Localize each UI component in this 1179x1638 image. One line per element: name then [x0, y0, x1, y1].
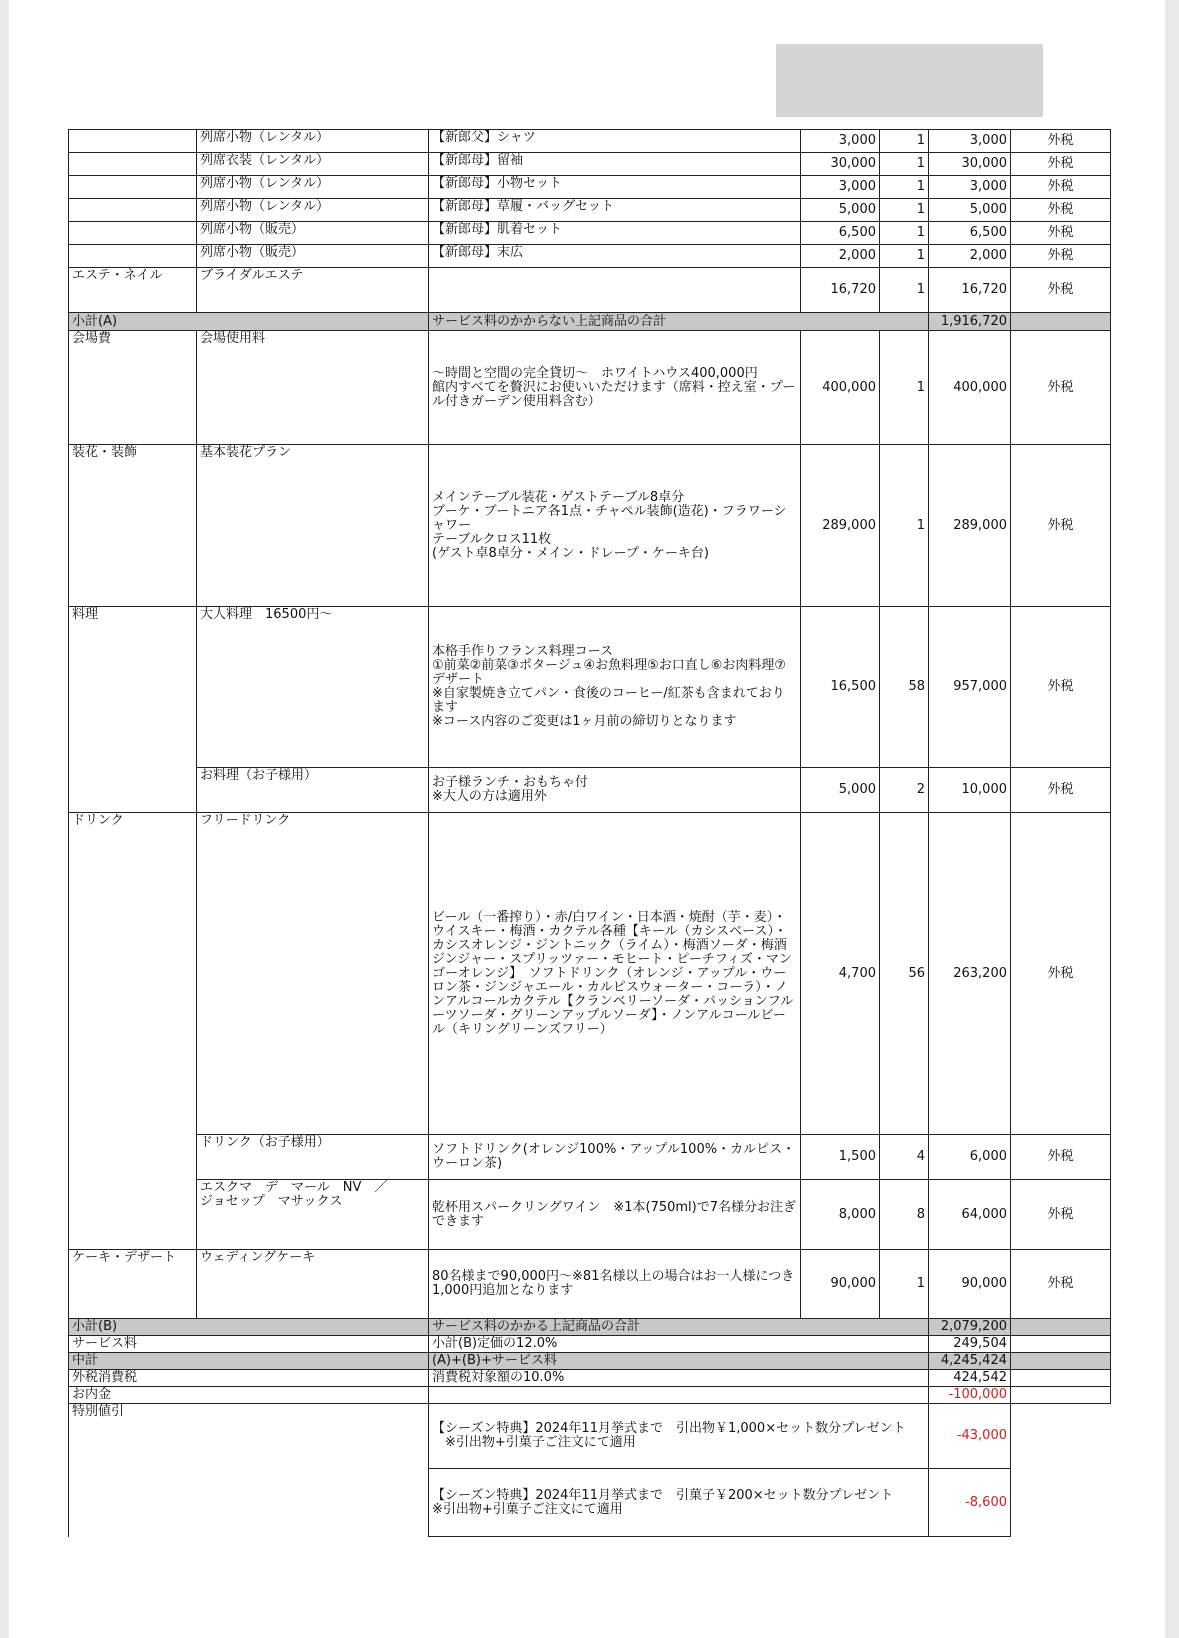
discount-desc: 【シーズン特典】2024年11月挙式まで 引出物￥1,000×セット数分プレゼント ※引出物+引菓子ご注文にて適用 [429, 1404, 929, 1469]
amount: 3,000 [929, 130, 1011, 153]
item-desc: ビール（一番搾り）・赤/白ワイン・日本酒・焼酎（芋・麦）・ウイスキー・梅酒・カクテル各種【キール（カシスベース）・カシスオレンジ・ジントニック（ライム）・梅酒ソーダ・梅酒ジンジャー・スプリッツァー・モヒート・ピーチフィズ・マンゴーオレンジ】 ソフトドリンク（オレンジ・アップル・ウーロン茶・ジンジャエール・カルピスウォーター・コーラ）・ノンアルコールカクテル【クランベリーソーダ・パッションフルーツソーダ・グリーンアップルソーダ】・ノンアルコールビール（キリングリーンズフリー） [429, 813, 801, 1135]
tax-type: 外税 [1011, 130, 1111, 153]
item-name: 大人料理 16500円～ [197, 607, 429, 768]
discount-row [69, 1404, 1111, 1469]
amount: 6,500 [929, 222, 1011, 245]
tax-type: 外税 [1011, 607, 1111, 768]
item-name: フリードリンク [197, 813, 429, 1135]
discount-empty [1011, 1469, 1111, 1537]
unit-price: 2,000 [801, 245, 880, 268]
service-fee-desc: 小計(B)定価の12.0% [429, 1336, 929, 1353]
consumption-tax-row [69, 1370, 1111, 1387]
table-row [69, 245, 1111, 268]
table-row [69, 607, 1111, 768]
item-desc: ～時間と空間の完全貸切～ ホワイトハウス400,000円 館内すべてを贅沢にお使いいただけます（席料・控え室・プール付きガーデン使用料含む） [429, 331, 801, 445]
deposit-amount: -100,000 [929, 1387, 1011, 1404]
table-row [69, 268, 1111, 313]
tax-type: 外税 [1011, 268, 1111, 313]
unit-price: 3,000 [801, 130, 880, 153]
discount-empty [1011, 1404, 1111, 1469]
item-desc: 【新郎母】小物セット [429, 176, 801, 199]
subtotal-b-label: 小計(B) [69, 1319, 429, 1336]
item-name: 列席小物（販売） [197, 222, 429, 245]
unit-price: 16,500 [801, 607, 880, 768]
total-desc: (A)+(B)+サービス料 [429, 1353, 929, 1370]
table-row [69, 153, 1111, 176]
subtotal-b-row [69, 1319, 1111, 1336]
quantity: 4 [880, 1135, 929, 1180]
unit-price: 4,700 [801, 813, 880, 1135]
unit-price: 1,500 [801, 1135, 880, 1180]
category-cell [69, 245, 197, 268]
tax-type: 外税 [1011, 1135, 1111, 1180]
item-desc: ソフトドリンク(オレンジ100%・アップル100%・カルピス・ウーロン茶) [429, 1135, 801, 1180]
item-name: 基本装花プラン [197, 445, 429, 607]
deposit-desc [429, 1387, 929, 1404]
quantity: 1 [880, 130, 929, 153]
item-desc [429, 268, 801, 313]
subtotal-a-tax [1011, 313, 1111, 331]
discount-label: 特別値引 [69, 1404, 429, 1537]
service-fee-amount: 249,504 [929, 1336, 1011, 1353]
table-row [69, 1250, 1111, 1319]
amount: 957,000 [929, 607, 1011, 768]
deposit-label: お内金 [69, 1387, 429, 1404]
discount-amount: -43,000 [929, 1404, 1011, 1469]
subtotal-a-amount: 1,916,720 [929, 313, 1011, 331]
category-cell: ドリンク [69, 813, 197, 1250]
category-cell: エステ・ネイル [69, 268, 197, 313]
subtotal-b-amount: 2,079,200 [929, 1319, 1011, 1336]
item-desc: 【新郎母】留袖 [429, 153, 801, 176]
item-name: ウェディングケーキ [197, 1250, 429, 1319]
unit-price: 289,000 [801, 445, 880, 607]
unit-price: 5,000 [801, 768, 880, 813]
item-name: 列席小物（レンタル） [197, 176, 429, 199]
tax-type: 外税 [1011, 153, 1111, 176]
quantity: 1 [880, 445, 929, 607]
service-fee-tax [1011, 1336, 1111, 1353]
category-cell [69, 130, 197, 153]
item-desc: メインテーブル装花・ゲストテーブル8卓分 ブーケ・ブートニア各1点・チャペル装飾(造花)・フラワーシャワー テーブルクロス11枚 (ゲスト卓8卓分・メイン・ドレープ・ケーキ台) [429, 445, 801, 607]
quantity: 1 [880, 199, 929, 222]
unit-price: 400,000 [801, 331, 880, 445]
item-desc: 本格手作りフランス料理コース ①前菜②前菜③ポタージュ④お魚料理⑤お口直し⑥お肉料理⑦デザート ※自家製焼き立てパン・食後のコーヒー/紅茶も含まれております ※コース内容のご変更は1ヶ月前の締切りとなります [429, 607, 801, 768]
category-cell: 料理 [69, 607, 197, 813]
table-row [69, 768, 1111, 813]
tax-type: 外税 [1011, 445, 1111, 607]
table-row [69, 813, 1111, 1135]
quantity: 1 [880, 245, 929, 268]
item-desc: 【新郎父】シャツ [429, 130, 801, 153]
table-row [69, 199, 1111, 222]
amount: 10,000 [929, 768, 1011, 813]
service-fee-row [69, 1336, 1111, 1353]
category-cell: ケーキ・デザート [69, 1250, 197, 1319]
amount: 64,000 [929, 1180, 1011, 1250]
category-cell: 装花・装飾 [69, 445, 197, 607]
amount: 3,000 [929, 176, 1011, 199]
subtotal-a-row [69, 313, 1111, 331]
tax-type: 外税 [1011, 331, 1111, 445]
item-desc: 【新郎母】肌着セット [429, 222, 801, 245]
amount: 263,200 [929, 813, 1011, 1135]
amount: 90,000 [929, 1250, 1011, 1319]
quantity: 58 [880, 607, 929, 768]
tax-type: 外税 [1011, 813, 1111, 1135]
item-desc: 80名様まで90,000円～※81名様以上の場合はお一人様につき1,000円追加となります [429, 1250, 801, 1319]
unit-price: 8,000 [801, 1180, 880, 1250]
quantity: 56 [880, 813, 929, 1135]
tax-type: 外税 [1011, 176, 1111, 199]
unit-price: 6,500 [801, 222, 880, 245]
tax-type: 外税 [1011, 1180, 1111, 1250]
table-row [69, 130, 1111, 153]
tax-type: 外税 [1011, 245, 1111, 268]
quantity: 8 [880, 1180, 929, 1250]
table-row [69, 445, 1111, 607]
tax-type: 外税 [1011, 768, 1111, 813]
item-name: エスクマ デ マール NV ／ ジョセップ マサックス [197, 1180, 429, 1250]
total-row [69, 1353, 1111, 1370]
quantity: 1 [880, 268, 929, 313]
category-cell: 会場費 [69, 331, 197, 445]
total-label: 中計 [69, 1353, 429, 1370]
item-desc: 乾杯用スパークリングワイン ※1本(750ml)で7名様分お注ぎできます [429, 1180, 801, 1250]
consumption-tax-amount: 424,542 [929, 1370, 1011, 1387]
item-name: 会場使用料 [197, 331, 429, 445]
consumption-tax-label: 外税消費税 [69, 1370, 429, 1387]
item-name: お料理（お子様用） [197, 768, 429, 813]
tax-type: 外税 [1011, 222, 1111, 245]
unit-price: 90,000 [801, 1250, 880, 1319]
table-row [69, 1180, 1111, 1250]
item-desc: 【新郎母】末広 [429, 245, 801, 268]
unit-price: 16,720 [801, 268, 880, 313]
unit-price: 5,000 [801, 199, 880, 222]
deposit-tax [1011, 1387, 1111, 1404]
subtotal-a-desc: サービス料のかからない上記商品の合計 [429, 313, 929, 331]
amount: 5,000 [929, 199, 1011, 222]
estimate-table [68, 129, 1111, 1537]
item-name: 列席小物（レンタル） [197, 130, 429, 153]
unit-price: 30,000 [801, 153, 880, 176]
item-name: ドリンク（お子様用） [197, 1135, 429, 1180]
quantity: 2 [880, 768, 929, 813]
item-desc: お子様ランチ・おもちゃ付 ※大人の方は適用外 [429, 768, 801, 813]
total-amount: 4,245,424 [929, 1353, 1011, 1370]
subtotal-a-label: 小計(A) [69, 313, 429, 331]
amount: 6,000 [929, 1135, 1011, 1180]
service-fee-label: サービス料 [69, 1336, 429, 1353]
quantity: 1 [880, 1250, 929, 1319]
consumption-tax-desc: 消費税対象額の10.0% [429, 1370, 929, 1387]
amount: 289,000 [929, 445, 1011, 607]
quantity: 1 [880, 176, 929, 199]
quantity: 1 [880, 222, 929, 245]
tax-type: 外税 [1011, 1250, 1111, 1319]
total-tax [1011, 1353, 1111, 1370]
unit-price: 3,000 [801, 176, 880, 199]
category-cell [69, 222, 197, 245]
table-row [69, 331, 1111, 445]
amount: 16,720 [929, 268, 1011, 313]
subtotal-b-tax [1011, 1319, 1111, 1336]
discount-amount: -8,600 [929, 1469, 1011, 1537]
item-name: ブライダルエステ [197, 268, 429, 313]
amount: 400,000 [929, 331, 1011, 445]
category-cell [69, 199, 197, 222]
amount: 30,000 [929, 153, 1011, 176]
table-row [69, 1135, 1111, 1180]
subtotal-b-desc: サービス料のかかる上記商品の合計 [429, 1319, 929, 1336]
discount-desc: 【シーズン特典】2024年11月挙式まで 引菓子￥200×セット数分プレゼント ※引出物+引菓子ご注文にて適用 [429, 1469, 929, 1537]
quantity: 1 [880, 331, 929, 445]
item-name: 列席小物（販売） [197, 245, 429, 268]
redacted-area [776, 44, 1043, 117]
consumption-tax-tax [1011, 1370, 1111, 1387]
tax-type: 外税 [1011, 199, 1111, 222]
deposit-row [69, 1387, 1111, 1404]
category-cell [69, 153, 197, 176]
quantity: 1 [880, 153, 929, 176]
table-row [69, 222, 1111, 245]
category-cell [69, 176, 197, 199]
item-name: 列席小物（レンタル） [197, 199, 429, 222]
item-desc: 【新郎母】草履・バッグセット [429, 199, 801, 222]
item-name: 列席衣装（レンタル） [197, 153, 429, 176]
table-row [69, 176, 1111, 199]
amount: 2,000 [929, 245, 1011, 268]
